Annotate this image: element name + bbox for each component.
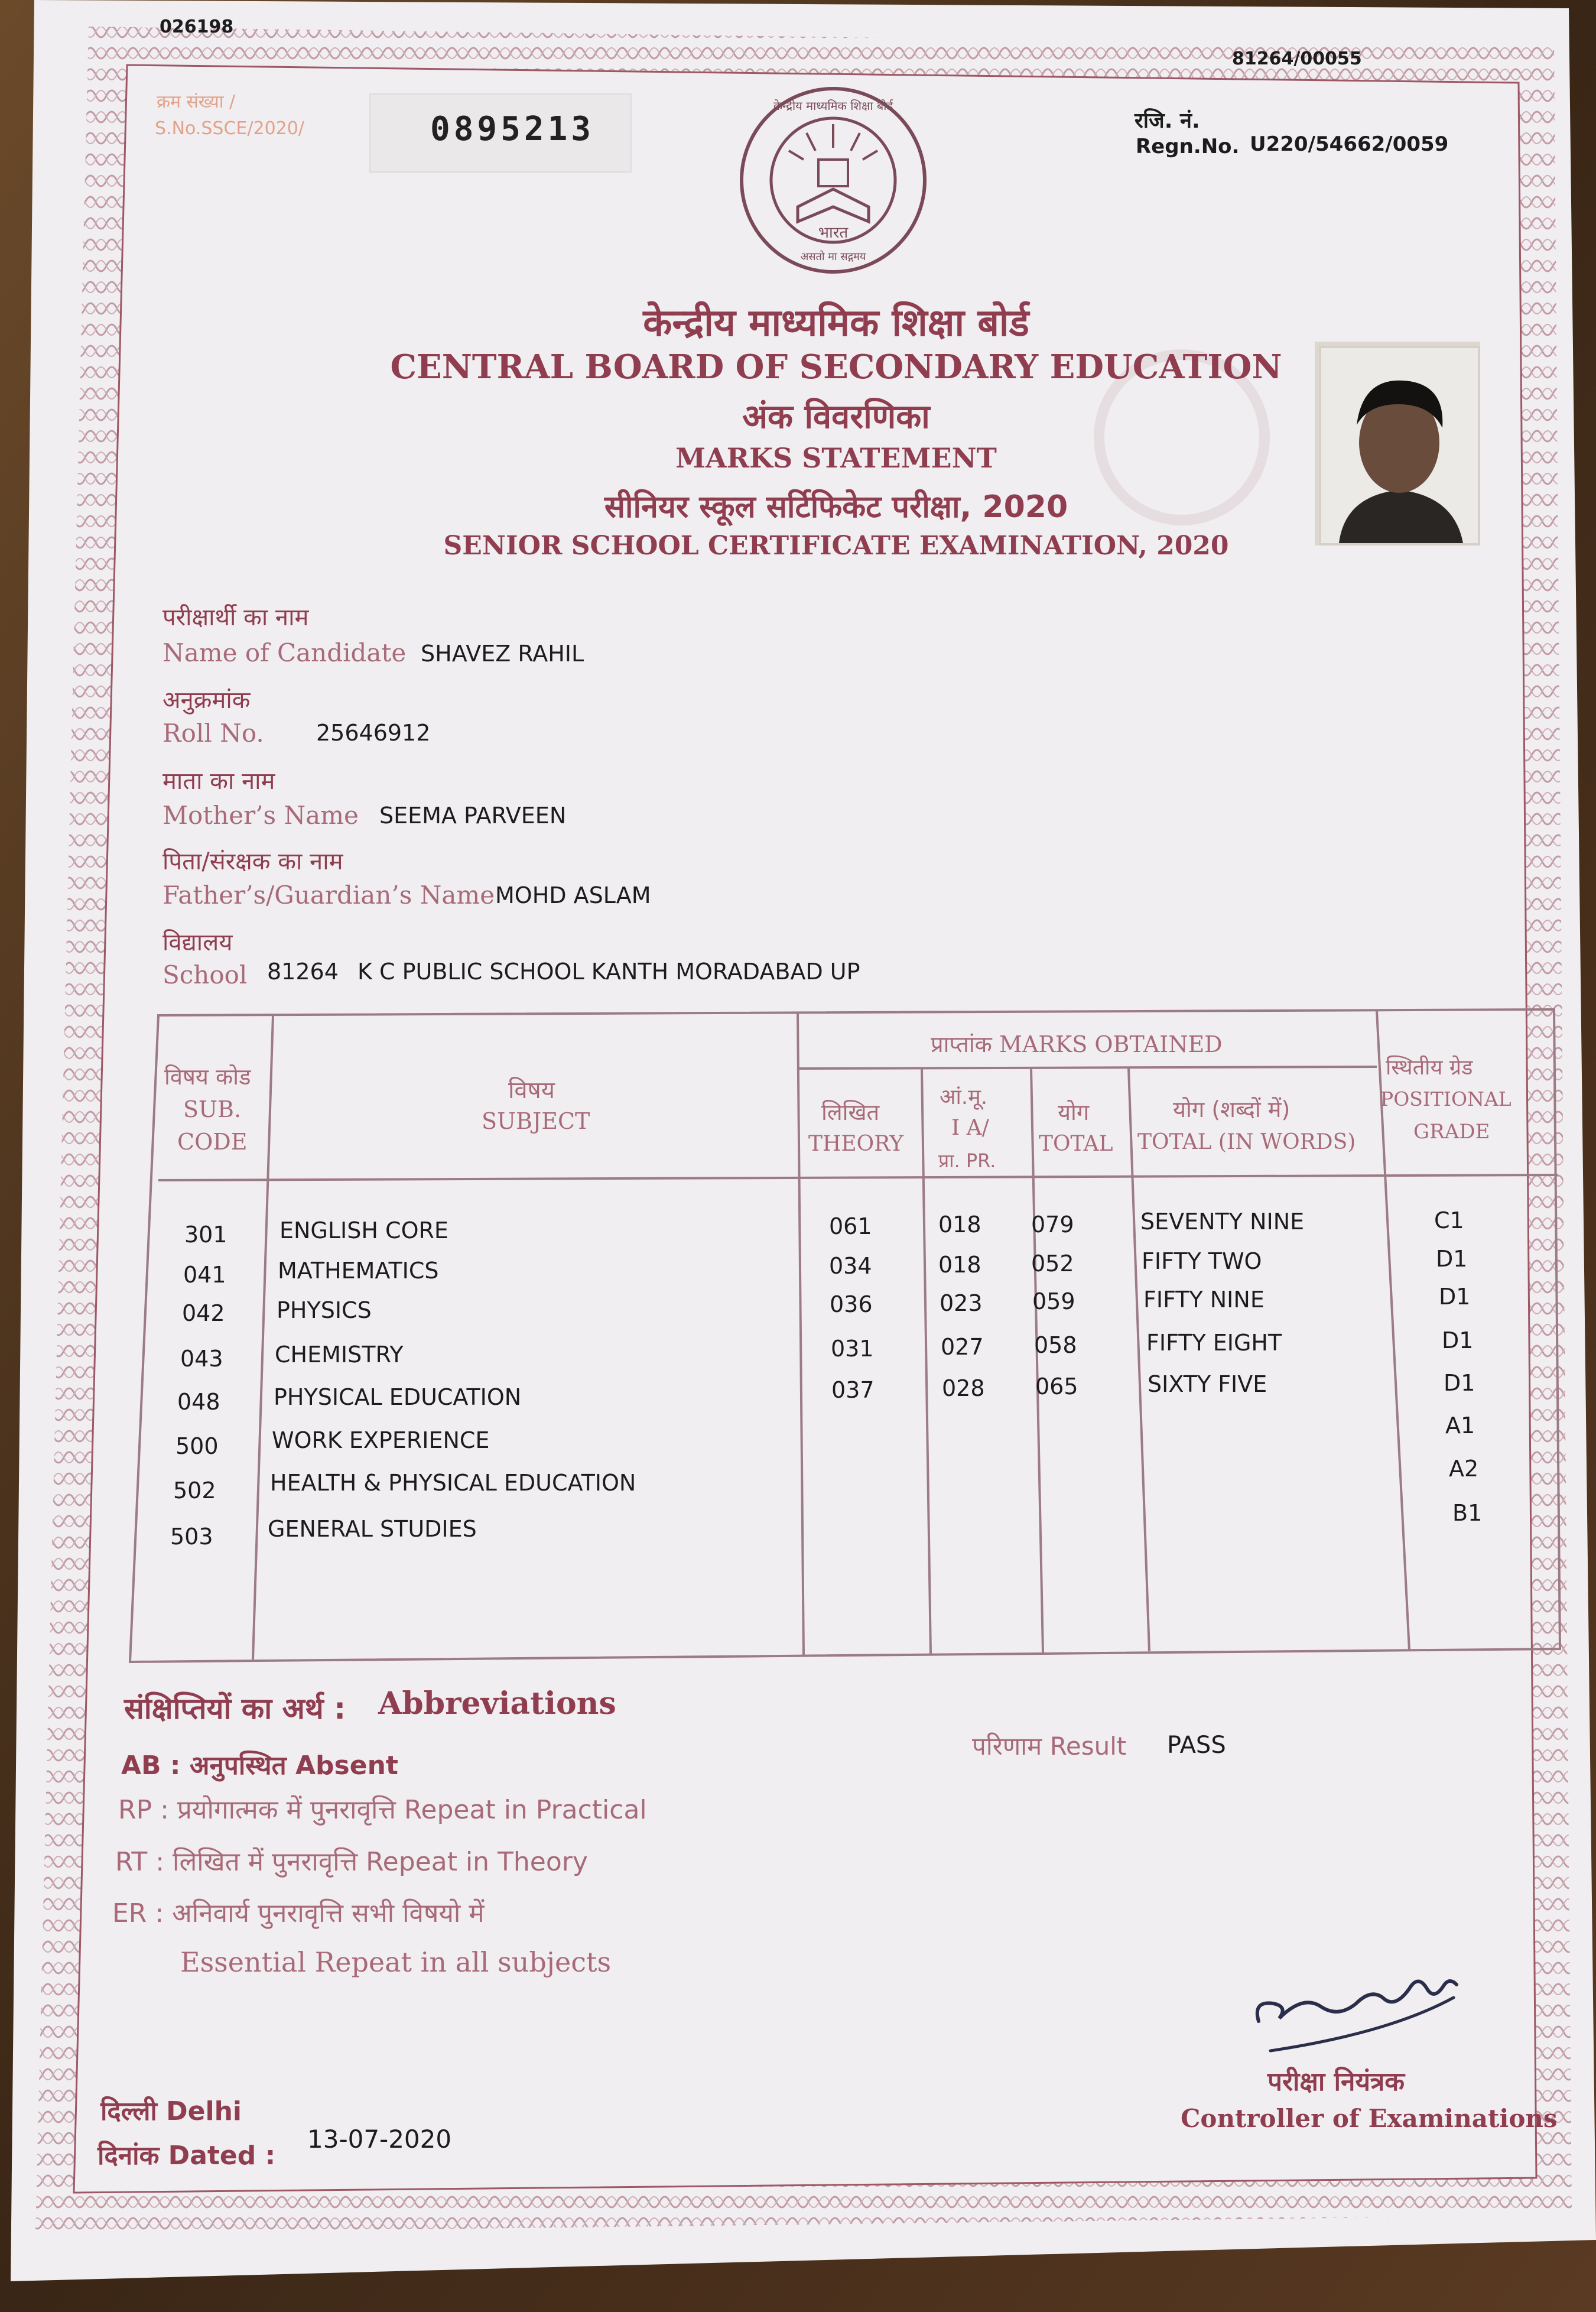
row-code: 503 [170, 1524, 213, 1550]
result-value: PASS [1167, 1732, 1226, 1759]
candidate-name-label-hindi: परीक्षार्थी का नाम [162, 604, 309, 631]
corner-number: 026198 [160, 17, 234, 37]
school-label: School [162, 960, 248, 989]
father-label: Father’s/Guardian’s Name [162, 881, 495, 910]
row-total: 059 [1032, 1288, 1075, 1314]
row-code: 043 [180, 1346, 223, 1372]
row-ia: 028 [942, 1375, 985, 1401]
row-grade: A2 [1449, 1456, 1479, 1482]
row-words: FIFTY NINE [1143, 1287, 1265, 1313]
school-name: K C PUBLIC SCHOOL KANTH MORADABAD UP [357, 959, 860, 985]
row-grade: C1 [1434, 1207, 1464, 1233]
row-ia: 018 [938, 1212, 981, 1238]
header-words: TOTAL (IN WORDS) [1137, 1130, 1356, 1154]
header-code-hindi: विषय कोड [164, 1064, 251, 1090]
controller-hindi: परीक्षा नियंत्रक [1267, 2067, 1405, 2097]
roll-label-hindi: अनुक्रमांक [162, 687, 251, 714]
row-subject: GENERAL STUDIES [268, 1516, 477, 1542]
row-total: 065 [1035, 1373, 1078, 1399]
school-label-hindi: विद्यालय [162, 929, 233, 956]
row-subject: MATHEMATICS [278, 1258, 439, 1284]
row-theory: 061 [829, 1213, 872, 1239]
reference-number: 81264/00055 [1232, 48, 1362, 69]
header-marks-obtained: प्राप्तांक MARKS OBTAINED [931, 1031, 1223, 1057]
row-theory: 036 [830, 1291, 873, 1317]
row-grade: D1 [1436, 1246, 1468, 1272]
school-code: 81264 [267, 959, 339, 985]
regn-label-hindi: रजि. नं. [1135, 109, 1200, 133]
board-title-hindi: केन्द्रीय माध्यमिक शिक्षा बोर्ड [643, 301, 1029, 345]
row-code: 301 [184, 1222, 227, 1248]
abbr-rp: RP : प्रयोगात्मक में पुनरावृत्ति Repeat in Practical [118, 1795, 647, 1825]
mother-label: Mother’s Name [162, 801, 359, 830]
issue-date: 13-07-2020 [307, 2125, 452, 2154]
row-words: SIXTY FIVE [1148, 1371, 1267, 1397]
row-grade: D1 [1442, 1327, 1474, 1353]
header-theory-hindi: लिखित [821, 1099, 880, 1125]
regn-number: U220/54662/0059 [1250, 132, 1449, 156]
mother-label-hindi: माता का नाम [162, 768, 275, 795]
father-name: MOHD ASLAM [495, 882, 651, 908]
row-total: 052 [1031, 1251, 1074, 1277]
row-grade: B1 [1452, 1500, 1483, 1526]
abbr-heading: Abbreviations [378, 1686, 616, 1722]
roll-label: Roll No. [162, 719, 264, 748]
result-label: परिणाम Result [972, 1732, 1127, 1761]
place: दिल्ली Delhi [100, 2096, 242, 2126]
row-code: 048 [177, 1389, 220, 1415]
abbr-er-en: Essential Repeat in all subjects [180, 1946, 612, 1978]
abbr-heading-hindi: संक्षिप्तियों का अर्थ : [124, 1691, 346, 1726]
row-subject: HEALTH & PHYSICAL EDUCATION [270, 1470, 636, 1496]
seal-motto: असतो मा सद्गमय [800, 251, 866, 263]
row-ia: 023 [940, 1290, 983, 1316]
row-subject: CHEMISTRY [275, 1342, 404, 1368]
row-subject: ENGLISH CORE [279, 1217, 448, 1243]
row-words: FIFTY EIGHT [1146, 1330, 1282, 1356]
row-ia: 018 [938, 1252, 981, 1278]
seal-text: केन्द्रीय माध्यमिक शिक्षा बोर्ड [773, 99, 893, 113]
row-words: FIFTY TWO [1142, 1248, 1262, 1274]
header-grade-1: POSITIONAL [1380, 1087, 1512, 1110]
header-total: TOTAL [1039, 1132, 1113, 1156]
controller-title: Controller of Examinations [1181, 2104, 1558, 2133]
header-theory: THEORY [808, 1132, 903, 1156]
seal-text-bharat: भारत [818, 224, 849, 242]
row-total: 058 [1034, 1332, 1077, 1358]
row-theory: 034 [829, 1253, 872, 1279]
row-words: SEVENTY NINE [1140, 1209, 1305, 1235]
row-grade: A1 [1445, 1412, 1475, 1438]
header-code-1: SUB. [183, 1096, 242, 1122]
doc-title: MARKS STATEMENT [675, 442, 997, 474]
abbr-rt: RT : लिखित में पुनरावृत्ति Repeat in Theory [115, 1847, 588, 1877]
row-subject: WORK EXPERIENCE [272, 1427, 490, 1453]
row-theory: 037 [831, 1377, 875, 1403]
header-subject-hindi: विषय [508, 1077, 555, 1104]
abbr-ab: AB : अनुपस्थित Absent [121, 1751, 398, 1781]
exam-title: SENIOR SCHOOL CERTIFICATE EXAMINATION, 2020 [443, 531, 1229, 561]
header-words-hindi: योग (शब्दों में) [1173, 1096, 1291, 1122]
header-subject: SUBJECT [482, 1108, 590, 1134]
candidate-name: SHAVEZ RAHIL [421, 641, 584, 667]
header-ia-pr: प्रा. PR. [938, 1149, 996, 1172]
serial-label-hindi: क्रम संख्या / [157, 92, 236, 112]
row-grade: D1 [1439, 1284, 1471, 1310]
candidate-name-label: Name of Candidate [162, 638, 407, 667]
row-total: 079 [1031, 1212, 1074, 1238]
cbse-seal-logo [736, 83, 931, 284]
serial-number: 0895213 [430, 110, 595, 148]
header-grade-hindi: स्थितीय ग्रेड [1386, 1056, 1473, 1080]
row-subject: PHYSICAL EDUCATION [274, 1384, 522, 1410]
father-label-hindi: पिता/संरक्षक का नाम [162, 848, 343, 875]
row-code: 042 [182, 1300, 225, 1326]
doc-title-hindi: अंक विवरणिका [742, 398, 930, 436]
dated-label: दिनांक Dated : [97, 2141, 276, 2171]
row-grade: D1 [1444, 1370, 1475, 1396]
header-ia-hindi: आं.मू. [940, 1085, 988, 1109]
header-ia: I A/ [951, 1116, 989, 1140]
row-ia: 027 [941, 1334, 984, 1360]
exam-title-hindi: सीनियर स्कूल सर्टिफिकेट परीक्षा, 2020 [604, 489, 1068, 525]
row-code: 041 [183, 1262, 226, 1288]
row-code: 502 [173, 1478, 216, 1504]
serial-label: S.No.SSCE/2020/ [155, 118, 304, 139]
header-total-hindi: योग [1058, 1099, 1090, 1125]
roll-number: 25646912 [316, 720, 431, 746]
header-grade-2: GRADE [1413, 1120, 1490, 1144]
row-subject: PHYSICS [277, 1297, 372, 1323]
header-code-2: CODE [177, 1129, 248, 1155]
regn-label: Regn.No. [1136, 135, 1240, 158]
mother-name: SEEMA PARVEEN [379, 803, 567, 829]
row-code: 500 [175, 1433, 219, 1459]
row-theory: 031 [831, 1336, 874, 1362]
abbr-er: ER : अनिवार्य पुनरावृत्ति सभी विषयो में [112, 1898, 485, 1928]
board-title: CENTRAL BOARD OF SECONDARY EDUCATION [390, 348, 1282, 387]
